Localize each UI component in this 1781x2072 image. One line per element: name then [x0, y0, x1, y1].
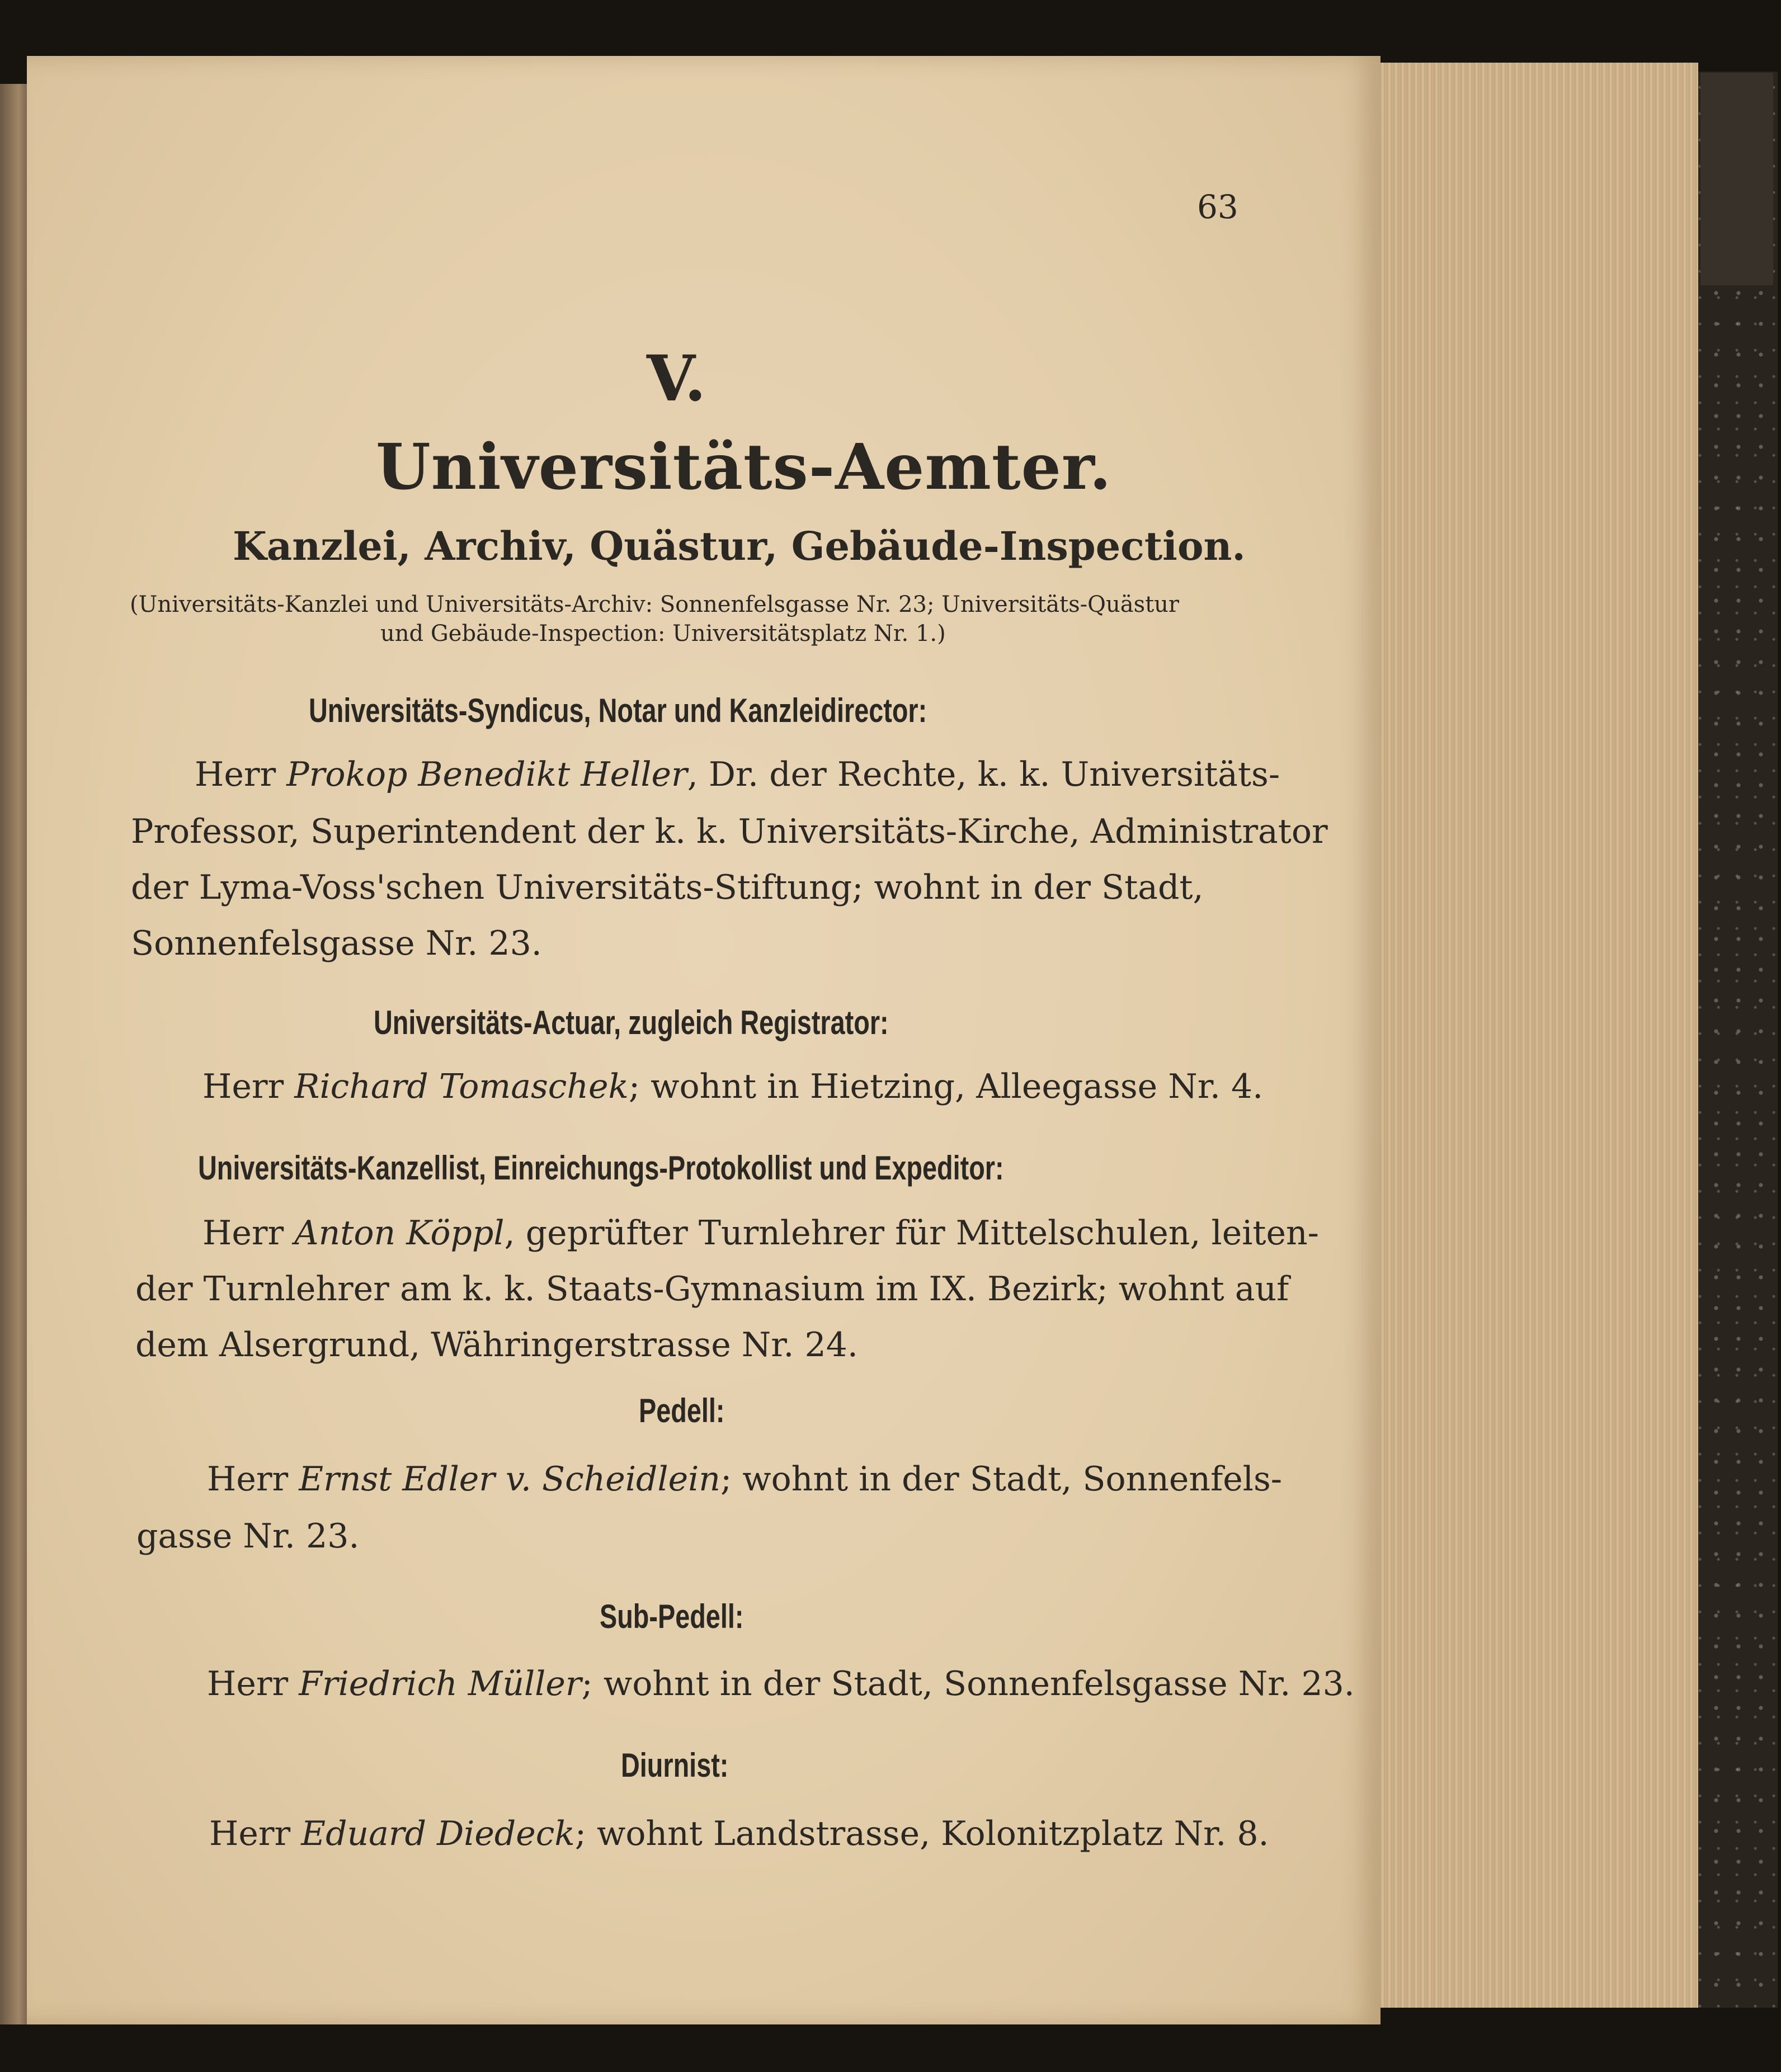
entry-line: Professor, Superintendent der k. k. Universitäts-Kirche, Administrator: [131, 812, 1328, 851]
entry-line: Herr Richard Tomaschek; wohnt in Hietzing, Alleegasse Nr. 4.: [202, 1067, 1264, 1106]
person-name: Anton Köppl: [294, 1214, 505, 1253]
person-name: Prokop Benedikt Heller: [286, 755, 687, 794]
page-title: Universitäts-Aemter.: [376, 431, 1112, 504]
person-name: Friedrich Müller: [299, 1664, 582, 1703]
section-heading: Pedell:: [639, 1392, 725, 1429]
person-name: Eduard Diedeck: [301, 1814, 575, 1853]
person-name: Richard Tomaschek: [294, 1067, 629, 1106]
entry-line: Herr Eduard Diedeck; wohnt Landstrasse, Kolonitzplatz Nr. 8.: [209, 1814, 1269, 1853]
entry-line: dem Alsergrund, Währingerstrasse Nr. 24.: [135, 1325, 858, 1365]
address-note-line-1: (Universitäts-Kanzlei und Universitäts-Archiv: Sonnenfelsgasse Nr. 23; Universitäts-Quästur: [130, 592, 1180, 617]
entry-line: gasse Nr. 23.: [136, 1517, 360, 1556]
page-subtitle: Kanzlei, Archiv, Quästur, Gebäude-Inspection.: [233, 523, 1246, 569]
section-heading: Diurnist:: [621, 1747, 729, 1784]
section-heading: Universitäts-Syndicus, Notar und Kanzleidirector:: [309, 692, 927, 729]
entry-line: Sonnenfelsgasse Nr. 23.: [131, 924, 542, 963]
address-note-line-2: und Gebäude-Inspection: Universitätsplatz Nr. 1.): [380, 621, 946, 646]
entry-line: der Lyma-Voss'schen Universitäts-Stiftung; wohnt in der Stadt,: [131, 868, 1204, 907]
person-name: Ernst Edler v. Scheidlein: [299, 1460, 720, 1499]
section-heading: Universitäts-Actuar, zugleich Registrator:: [374, 1004, 889, 1041]
left-page-edge: [0, 84, 27, 2024]
entry-line: Herr Anton Köppl, geprüfter Turnlehrer für Mittelschulen, leiten-: [202, 1214, 1319, 1253]
section-heading: Universitäts-Kanzellist, Einreichungs-Protokollist und Expeditor:: [198, 1149, 1004, 1187]
spine-band: [1700, 73, 1773, 285]
page-number: 63: [1197, 188, 1238, 226]
section-numeral: V.: [647, 342, 706, 416]
entry-line: der Turnlehrer am k. k. Staats-Gymnasium im IX. Bezirk; wohnt auf: [135, 1269, 1289, 1309]
entry-line: Herr Prokop Benedikt Heller, Dr. der Rechte, k. k. Universitäts-: [195, 755, 1280, 794]
entry-line: Herr Ernst Edler v. Scheidlein; wohnt in der Stadt, Sonnenfels-: [207, 1460, 1283, 1499]
section-heading: Sub-Pedell:: [600, 1598, 744, 1635]
entry-line: Herr Friedrich Müller; wohnt in der Stadt, Sonnenfelsgasse Nr. 23.: [207, 1664, 1355, 1703]
page-stack-edge: [1376, 63, 1698, 2008]
